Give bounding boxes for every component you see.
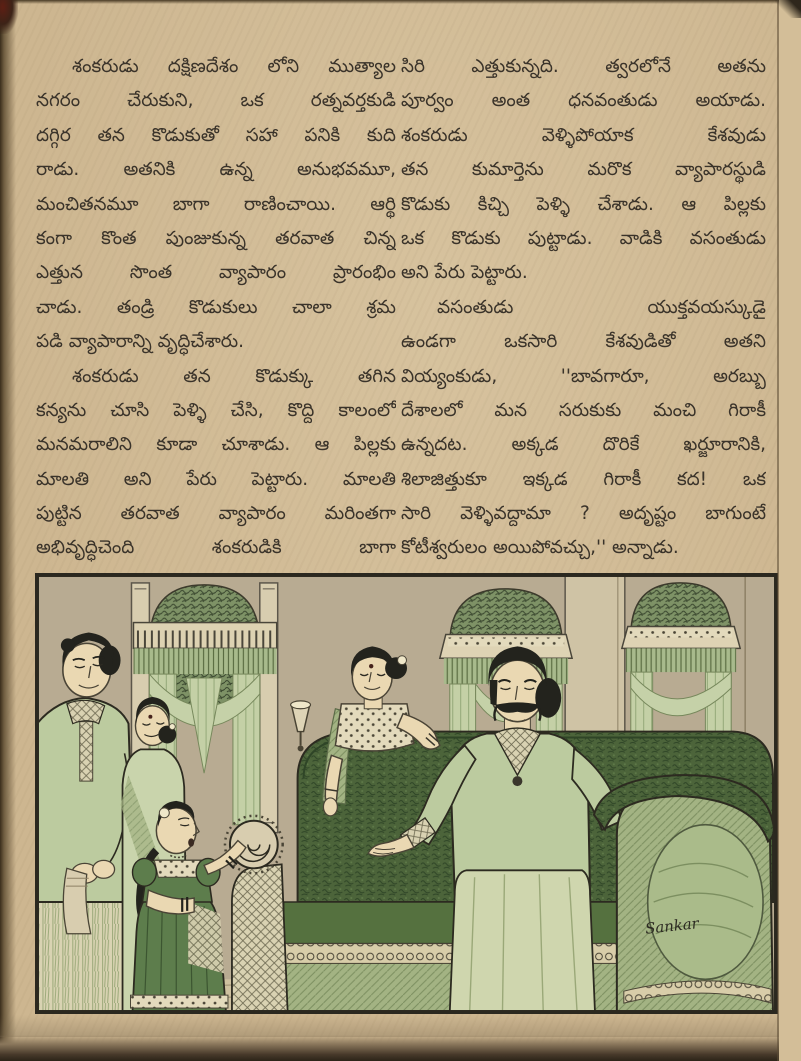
hair-ornament: [159, 808, 169, 818]
pendant: [512, 776, 522, 786]
text-line: పూర్వం అంత ధనవంతుడు అయాడు.: [401, 90, 766, 112]
text-line: శంకరుడు దక్షిణదేశం లోని ముత్యాల: [72, 56, 396, 77]
open-mouth: [188, 838, 194, 846]
text-line: వసంతుడు యుక్తవయస్కుడై: [437, 296, 766, 318]
text-line: పుట్టిన తరవాత వ్యాపారం మరింతగా: [36, 503, 396, 525]
bindi: [148, 715, 152, 719]
text-line: కంగా కొంత పుంజుకున్న తరవాత చిన్న: [36, 227, 396, 249]
text-line: నగరం చేరుకుని, ఒక రత్నవర్తకుడి: [36, 90, 396, 112]
artist-signature: Sankar: [644, 914, 700, 938]
text-line: తన కుమార్తెను మరొక వ్యాపారస్థుడి: [401, 159, 766, 181]
mustache: [496, 702, 540, 712]
text-line: శిలాజిత్తుకూ ఇక్కడ గిరాకీ కద! ఒక: [401, 468, 766, 490]
scan-edge-right: [779, 0, 801, 1061]
text-line: కోటీశ్వరులం అయిపోవచ్చు,'' అన్నాడు.: [401, 537, 679, 559]
hem-band: [130, 995, 227, 1008]
neckline-band: [154, 860, 200, 877]
puff-sleeve: [132, 858, 156, 886]
text-line: కన్యను చూసి పెళ్ళి చేసి, కొద్ది కాలంలో: [36, 399, 396, 421]
text-column-right: [401, 50, 766, 566]
scan-edge-top: [0, 0, 801, 4]
text-line: వియ్యంకుడు, ''బావగారూ, అరబ్బు: [401, 365, 766, 387]
text-line: పడి వ్యాపారాన్ని వృద్ధిచేశారు.: [36, 331, 245, 353]
text-line: సిరి ఎత్తుకున్నది. త్వరలోనే అతను: [401, 56, 766, 77]
text-line: ఒక కొడుకు పుట్టాడు. వాడికి వసంతుడు: [401, 227, 766, 249]
left-hand: [323, 798, 337, 816]
text-line: సారి వెళ్ళివద్దామా ? అదృష్టం బాగుంటే: [401, 503, 766, 525]
armrest-side-panel: [648, 825, 763, 980]
text-line: మాలతి అని పేరు పెట్టారు. మాలతి: [36, 468, 396, 490]
balustrade-valance: [133, 623, 276, 649]
text-column-left: [36, 50, 396, 566]
text-line: శంకరుడు తన కొడుక్కు తగిన: [72, 365, 396, 387]
sofa-right-armrest: [594, 775, 774, 1012]
text-line: శంకరుడు వెళ్ళిపోయాక కేశవుడు: [401, 124, 766, 146]
sideburn: [490, 680, 498, 706]
valance-fringe: [133, 648, 276, 674]
text-line: దగ్గిర తన కొడుకుతో సహా పనికి కుది: [36, 124, 396, 146]
text-line: చాడు. తండ్రి కొడుకులు చాలా శ్రమ: [36, 296, 396, 318]
text-line: మంచితనమూ బాగా రాణించాయి. ఆర్థి: [36, 193, 396, 215]
ornate-collar: [67, 700, 105, 723]
scan-edge-left: [0, 0, 16, 1061]
illustration-drawing: [37, 575, 776, 1012]
text-line: ఉన్నదట. అక్కడ దొరికే ఖర్జూరానికి,: [401, 434, 766, 456]
story-illustration: [35, 573, 778, 1014]
corner-mark-top-right: [775, 0, 801, 18]
placket: [80, 722, 93, 781]
text-line: మనమరాలిని కూడా చూశాడు. ఆ పిల్లకు: [36, 434, 396, 456]
bindi: [369, 664, 373, 668]
text-line: రాడు. అతనికి ఉన్న అనుభవమూ,: [36, 159, 396, 181]
corner-mark-top-left: [0, 0, 18, 34]
text-line: ఉండగా ఒకసారి కేశవుడితో అతని: [401, 331, 766, 353]
hair-flower: [398, 656, 407, 665]
scan-edge-bottom-shadow: [0, 1015, 801, 1037]
text-line: కొడుకు కిచ్చి పెళ్ళి చేశాడు. ఆ పిల్లకు: [401, 193, 766, 215]
text-line: ఎత్తున సొంత వ్యాపారం ప్రారంభిం: [36, 262, 396, 284]
scan-edge-bottom: [0, 1035, 801, 1061]
text-line: అని పేరు పెట్టారు.: [401, 262, 528, 284]
text-line: అభివృద్ధిచెంది శంకరుడికి బాగా: [36, 537, 396, 559]
text-line: దేశాలలో మన సరుకుకు మంచి గిరాకీ: [401, 399, 766, 421]
